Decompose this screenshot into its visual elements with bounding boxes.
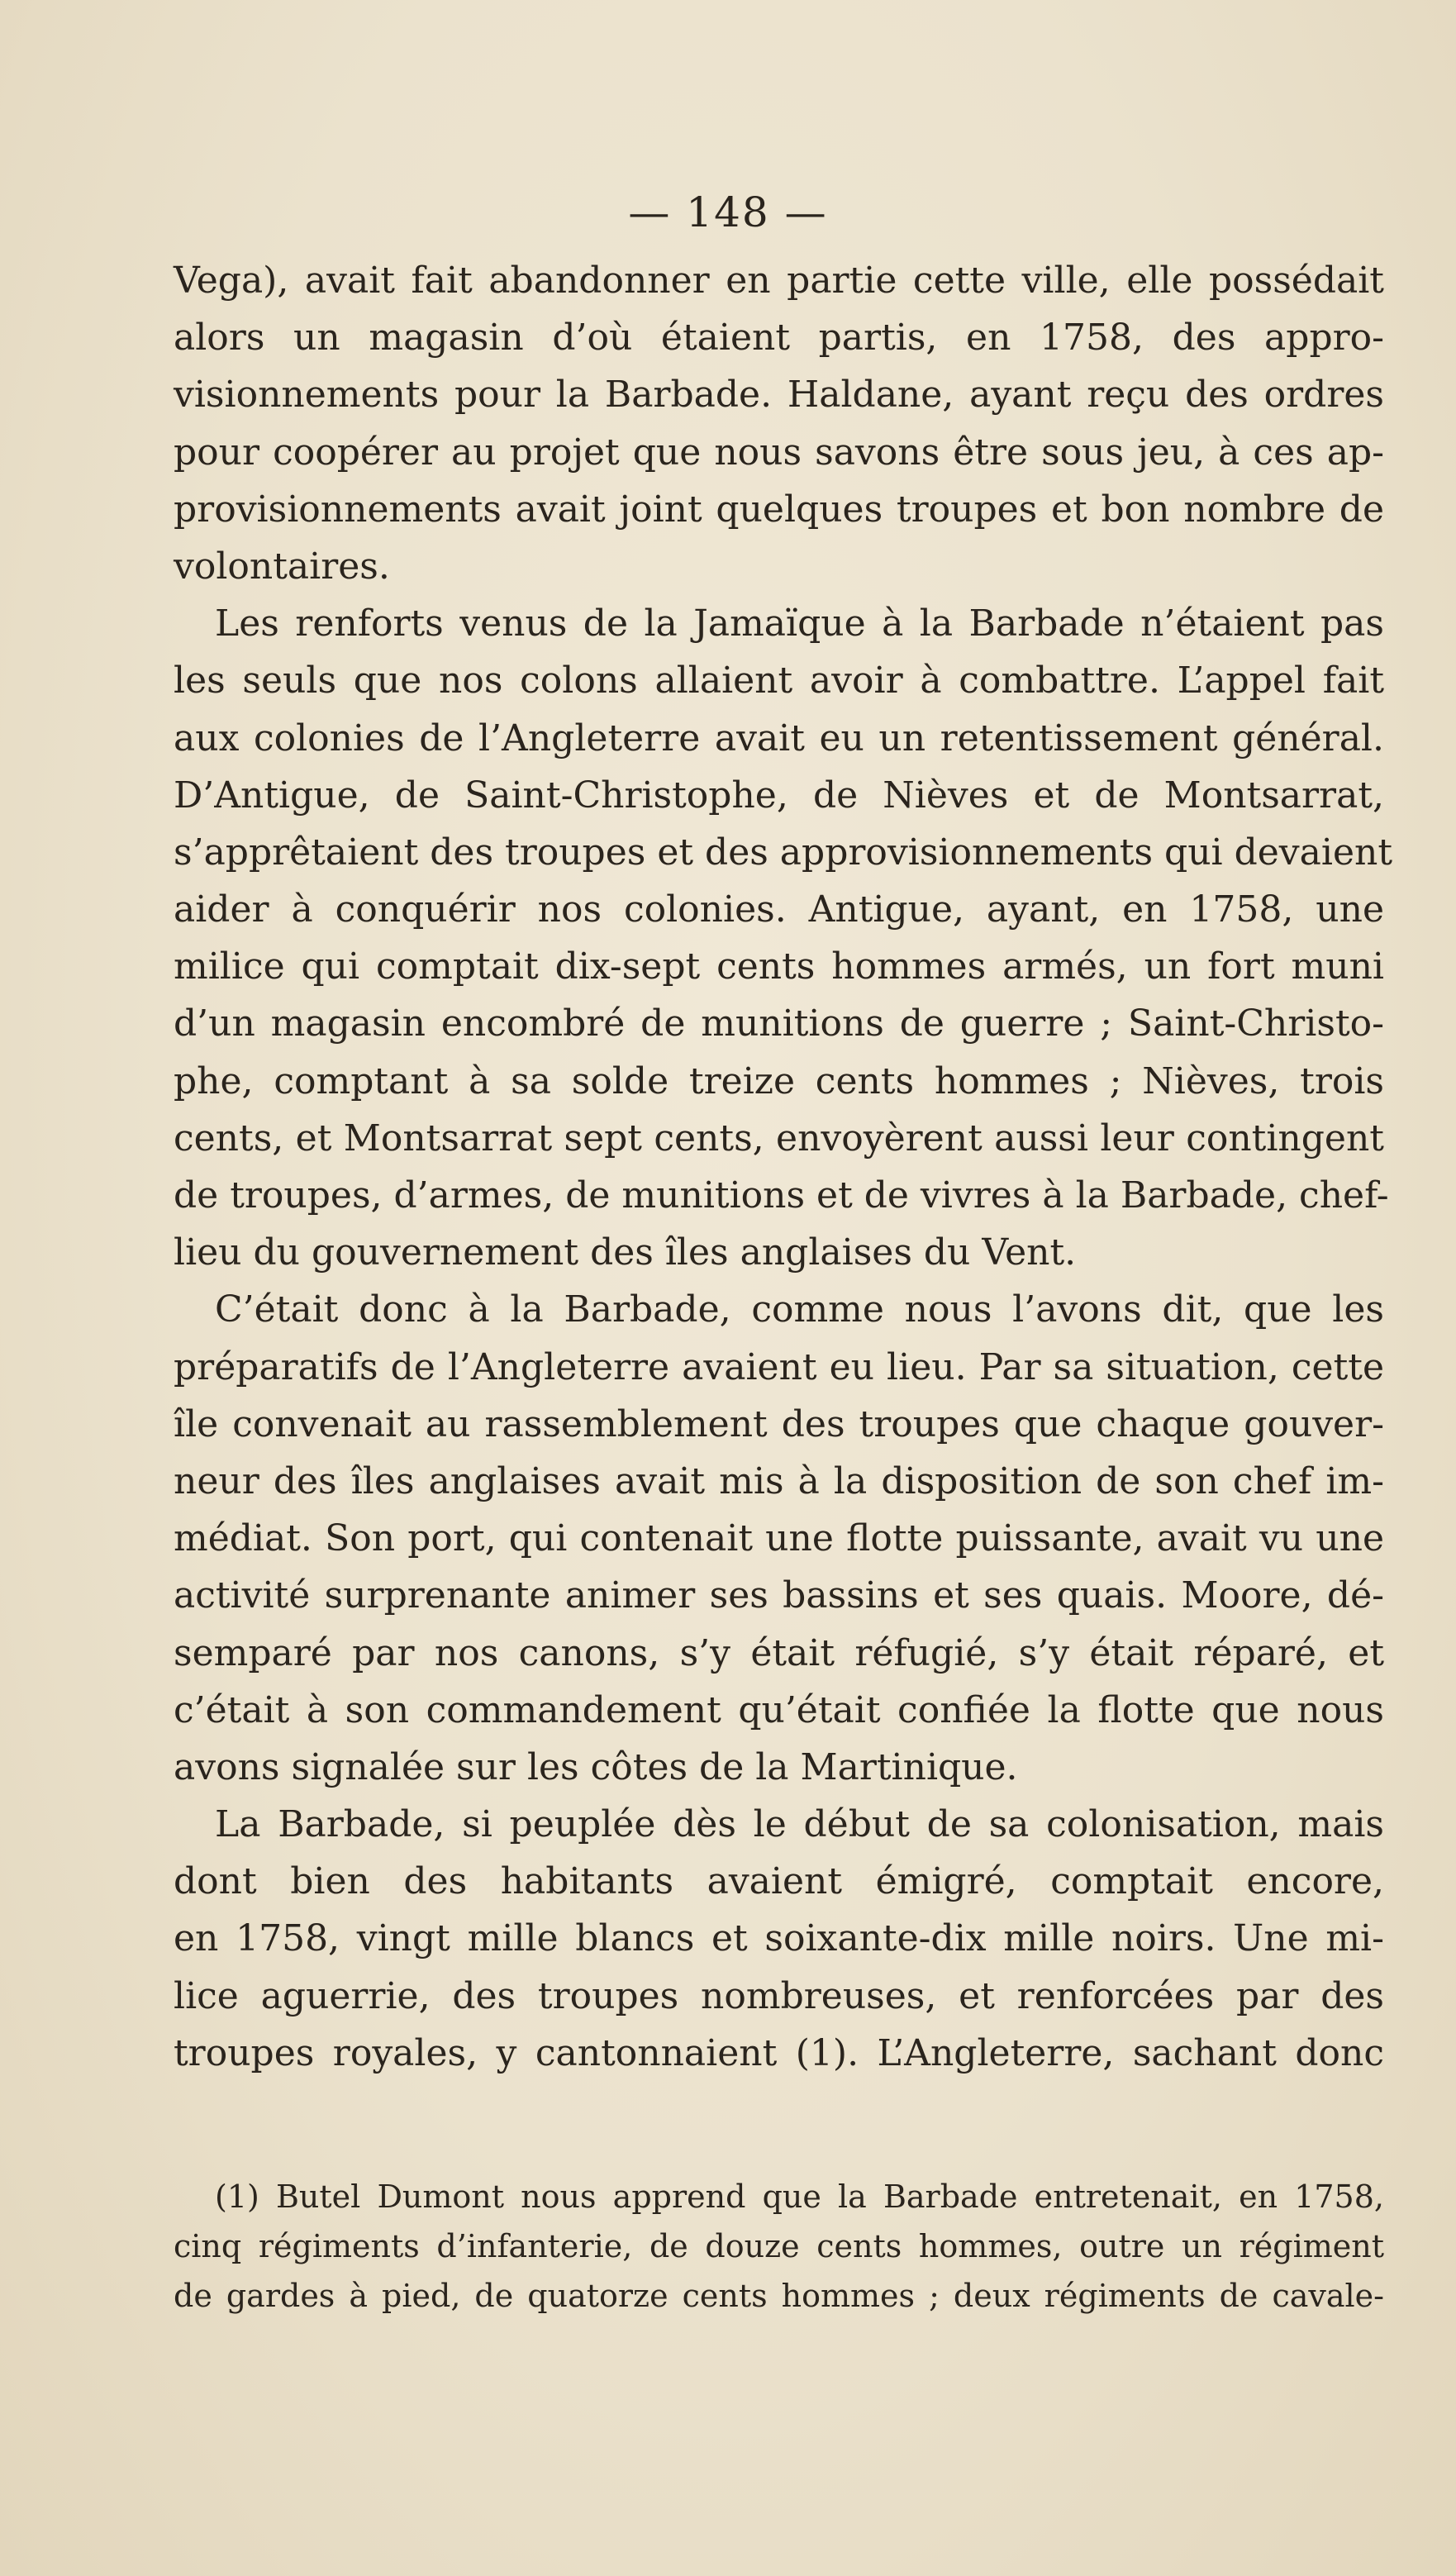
body-line: aider à conquérir nos colonies. Antigue, ayant, en 1758, une: [174, 888, 1384, 931]
body-line: semparé par nos canons, s’y était réfugié, s’y était réparé, et: [174, 1631, 1384, 1674]
page-number: — 148 —: [628, 188, 828, 236]
footnote: [174, 2172, 1384, 2321]
body-line: Les renforts venus de la Jamaïque à la Barbade n’étaient pas: [215, 602, 1384, 645]
body-line: phe, comptant à sa solde treize cents hommes ; Nièves, trois: [174, 1059, 1384, 1102]
body-line: île convenait au rassemblement des troupes que chaque gouver-: [174, 1402, 1384, 1445]
body-line: dont bien des habitants avaient émigré, comptait encore,: [174, 1860, 1384, 1903]
body-line: pour coopérer au projet que nous savons être sous jeu, à ces ap-: [174, 431, 1384, 474]
body-line: préparatifs de l’Angleterre avaient eu lieu. Par sa situation, cette: [174, 1345, 1384, 1388]
body-text: [174, 252, 1393, 2082]
body-line: visionnements pour la Barbade. Haldane, ayant reçu des ordres: [174, 374, 1384, 417]
body-line: troupes royales, y cantonnaient (1). L’Angleterre, sachant donc: [174, 2031, 1384, 2074]
body-line: de troupes, d’armes, de munitions et de vivres à la Barbade, chef-: [174, 1174, 1389, 1217]
body-line: neur des îles anglaises avait mis à la disposition de son chef im-: [174, 1459, 1384, 1502]
body-line: D’Antigue, de Saint-Christophe, de Nièves et de Montsarrat,: [174, 774, 1384, 817]
body-line: milice qui comptait dix-sept cents hommes armés, un fort muni: [174, 945, 1384, 988]
footnote-line: de gardes à pied, de quatorze cents hommes ; deux régiments de cavale-: [174, 2278, 1384, 2314]
body-line: Vega), avait fait abandonner en partie cette ville, elle possédait: [174, 260, 1384, 302]
body-line: provisionnements avait joint quelques troupes et bon nombre de: [174, 488, 1384, 531]
body-line: cents, et Montsarrat sept cents, envoyèrent aussi leur contingent: [174, 1117, 1384, 1159]
body-line: avons signalée sur les côtes de la Martinique.: [174, 1745, 1018, 1788]
body-line: c’était à son commandement qu’était confiée la flotte que nous: [174, 1688, 1384, 1731]
body-line: lieu du gouvernement des îles anglaises du Vent.: [174, 1231, 1077, 1274]
body-line: C’était donc à la Barbade, comme nous l’avons dit, que les: [215, 1288, 1384, 1331]
body-line: aux colonies de l’Angleterre avait eu un retentissement général.: [174, 717, 1384, 759]
body-line: lice aguerrie, des troupes nombreuses, et renforcées par des: [174, 1974, 1384, 2017]
body-line: La Barbade, si peuplée dès le début de sa colonisation, mais: [215, 1803, 1384, 1846]
body-line: en 1758, vingt mille blancs et soixante-dix mille noirs. Une mi-: [174, 1917, 1384, 1960]
body-line: s’apprêtaient des troupes et des approvisionnements qui devaient: [174, 831, 1393, 874]
footnote-line: cinq régiments d’infanterie, de douze cents hommes, outre un régiment: [174, 2228, 1384, 2264]
body-line: les seuls que nos colons allaient avoir à combattre. L’appel fait: [174, 659, 1384, 702]
body-line: médiat. Son port, qui contenait une flotte puissante, avait vu une: [174, 1517, 1384, 1560]
body-line: activité surprenante animer ses bassins et ses quais. Moore, dé-: [174, 1574, 1384, 1617]
body-line: volontaires.: [174, 545, 390, 588]
body-line: alors un magasin d’où étaient partis, en 1758, des appro-: [174, 317, 1384, 359]
footnote-line: (1) Butel Dumont nous apprend que la Barbade entretenait, en 1758,: [215, 2178, 1384, 2215]
body-line: d’un magasin encombré de munitions de guerre ; Saint-Christo-: [174, 1002, 1384, 1045]
